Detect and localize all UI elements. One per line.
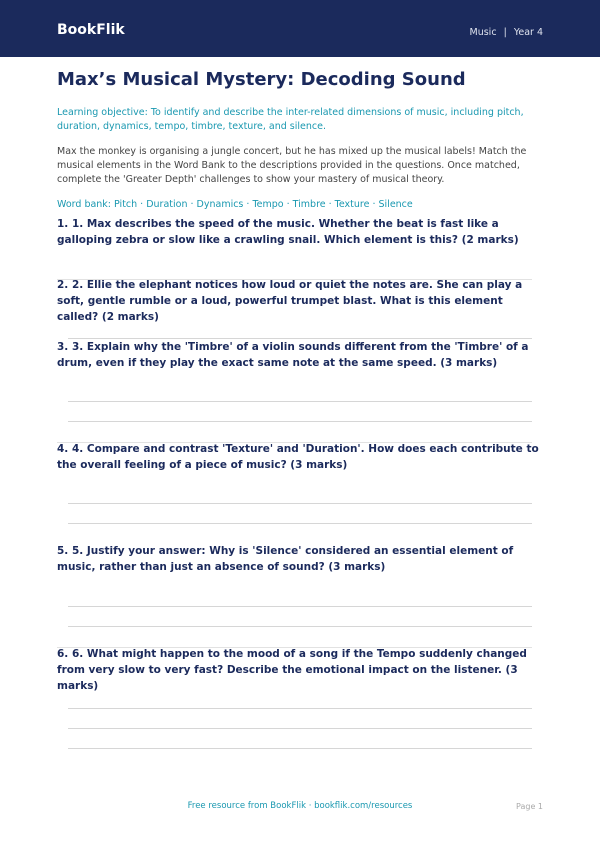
answer-line[interactable]	[68, 748, 532, 749]
answer-line[interactable]	[68, 401, 532, 402]
meta-separator: |	[503, 27, 507, 38]
page-number: Page 1	[516, 802, 543, 811]
question-4: 4. 4. Compare and contrast 'Texture' and 'Duration'. How does each contribute to the overall feeling of a piece of music? (3 marks)	[57, 443, 539, 471]
question-3: 3. 3. Explain why the 'Timbre' of a violin sounds different from the 'Timbre' of a drum, even if they play the exact same note at the same speed. (3 marks)	[57, 341, 529, 369]
answer-line[interactable]	[68, 626, 532, 627]
question-1: 1. 1. Max describes the speed of the music. Whether the beat is fast like a galloping zebra or slow like a crawling snail. Which element is this? (2 marks)	[57, 218, 519, 246]
question-5: 5. 5. Justify your answer: Why is 'Silence' considered an essential element of music, rather than just an absence of sound? (3 marks)	[57, 545, 514, 573]
answer-line[interactable]	[68, 421, 532, 422]
answer-line[interactable]	[68, 503, 532, 504]
brand-logo: BookFlik	[57, 22, 125, 38]
footer-credit: Free resource from BookFlik · bookflik.com/resources	[187, 801, 413, 811]
word-bank: Word bank: Pitch · Duration · Dynamics · Tempo · Timbre · Texture · Silence	[57, 199, 413, 210]
answer-line[interactable]	[68, 606, 532, 607]
answer-line[interactable]	[68, 708, 532, 709]
year-label: Year 4	[513, 27, 543, 38]
subject-label: Music	[469, 27, 497, 38]
worksheet-body	[57, 57, 543, 212]
page-header	[0, 0, 600, 57]
header-meta	[470, 27, 543, 38]
question-6: 6. 6. What might happen to the mood of a song if the Tempo suddenly changed from very slow to very fast? Describe the emotional impact on the listener. (3 marks)	[57, 648, 527, 692]
intro-paragraph: Max the monkey is organising a jungle concert, but he has mixed up the musical labels! Match the musical elements in the Word Bank to the descriptions provided in the questions. Once matched, complete the 'Greater Depth' challenges to show your mastery of musical theory.	[57, 146, 527, 185]
learning-objective: Learning objective: To identify and describe the inter-related dimensions of music, including pitch, duration, dynamics, tempo, timbre, texture, and silence.	[57, 107, 524, 132]
answer-line[interactable]	[68, 728, 532, 729]
answer-line[interactable]	[68, 523, 532, 524]
page-title: Max’s Musical Mystery: Decoding Sound	[57, 69, 466, 90]
question-2: 2. 2. Ellie the elephant notices how loud or quiet the notes are. She can play a soft, gentle rumble or a loud, powerful trumpet blast. What is this element called? (2 marks)	[57, 279, 523, 323]
